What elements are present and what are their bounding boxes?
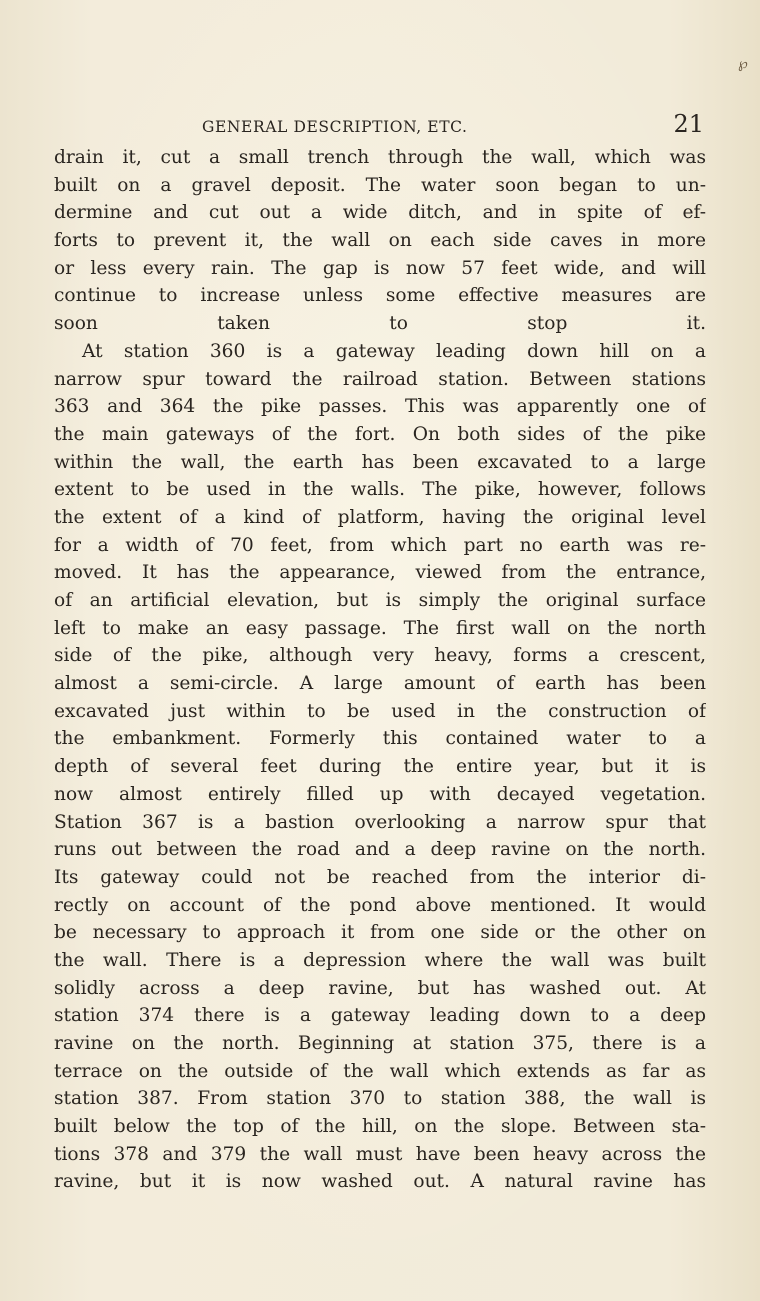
text-line: of an artificial elevation, but is simply the original surface	[54, 590, 706, 611]
text-line: left to make an easy passage. The first wall on the north	[54, 617, 706, 639]
text-line: the main gateways of the fort. On both sides of the pike	[54, 423, 706, 445]
text-line: moved. It has the appearance, viewed from the entrance,	[54, 562, 706, 584]
text-line: forts to prevent it, the wall on each side caves in more	[54, 230, 706, 252]
text-line: rectly on account of the pond above mentioned. It would	[54, 894, 706, 916]
text-line: soon taken to stop it.	[54, 313, 706, 335]
text-line: station 374 there is a gateway leading down to a deep	[54, 1005, 706, 1027]
text-line: the wall. There is a depression where the wall was built	[54, 949, 706, 971]
text-line: built on a gravel deposit. The water soon began to un-	[54, 174, 706, 196]
text-line: drain it, cut a small trench through the wall, which was	[54, 147, 706, 168]
text-line: excavated just within to be used in the construction of	[54, 700, 706, 722]
body-text	[54, 144, 706, 1196]
text-line: terrace on the outside of the wall which extends as far as	[54, 1060, 706, 1082]
text-line: or less every rain. The gap is now 57 feet wide, and will	[54, 257, 706, 279]
text-line: Station 367 is a bastion overlooking a narrow spur that	[54, 811, 706, 833]
corner-mark: ℘	[738, 56, 748, 72]
text-line: dermine and cut out a wide ditch, and in spite of ef-	[54, 202, 706, 224]
text-line: side of the pike, although very heavy, forms a crescent,	[54, 645, 706, 667]
running-head: GENERAL DESCRIPTION, ETC.	[202, 118, 468, 136]
text-line: At station 360 is a gateway leading down hill on a	[82, 340, 706, 362]
text-line: built below the top of the hill, on the slope. Between sta-	[54, 1116, 706, 1138]
text-line: within the wall, the earth has been excavated to a large	[54, 451, 706, 473]
text-line: now almost entirely filled up with decayed vegetation.	[54, 783, 706, 805]
page-number: 21	[673, 110, 704, 138]
page-header	[52, 108, 704, 138]
text-line: be necessary to approach it from one side or the other on	[54, 922, 706, 944]
text-line: ravine on the north. Beginning at station 375, there is a	[54, 1033, 706, 1054]
text-line: for a width of 70 feet, from which part no earth was re-	[54, 534, 706, 556]
text-line: 363 and 364 the pike passes. This was apparently one of	[54, 396, 706, 418]
text-line: runs out between the road and a deep ravine on the north.	[54, 839, 706, 861]
text-line: solidly across a deep ravine, but has washed out. At	[54, 977, 706, 999]
text-line: narrow spur toward the railroad station. Between stations	[54, 368, 706, 390]
text-line: station 387. From station 370 to station 388, the wall is	[54, 1088, 706, 1110]
text-line: almost a semi-circle. A large amount of earth has been	[54, 673, 706, 695]
text-line: the embankment. Formerly this contained water to a	[54, 728, 706, 750]
text-line: continue to increase unless some effective measures are	[54, 285, 706, 307]
text-line: depth of several feet during the entire year, but it is	[54, 756, 706, 778]
text-line: the extent of a kind of platform, having the original level	[54, 506, 706, 528]
text-line: Its gateway could not be reached from the interior di-	[54, 866, 706, 888]
text-line: ravine, but it is now washed out. A natural ravine has	[54, 1171, 706, 1193]
text-line: tions 378 and 379 the wall must have been heavy across the	[54, 1143, 706, 1165]
text-line: extent to be used in the walls. The pike, however, follows	[54, 479, 706, 501]
